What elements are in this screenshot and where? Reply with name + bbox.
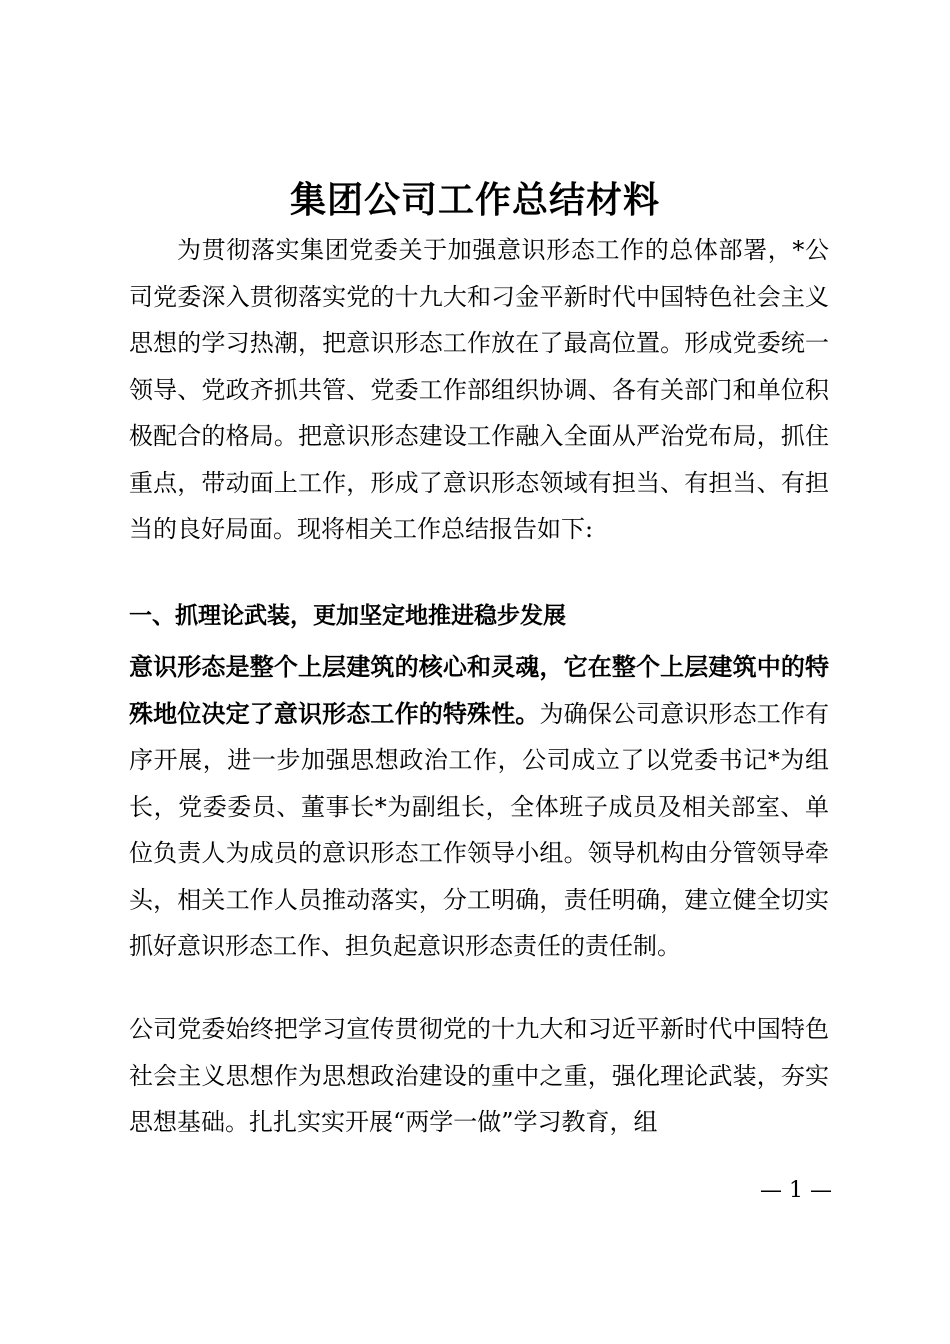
continued-paragraph: 公司党委始终把学习宣传贯彻党的十九大和习近平新时代中国特色社会主义思想作为思想政治建设的重中之重，强化理论武装，夯实思想基础。扎扎实实开展“两学一做”学习教育，组 [129, 1015, 829, 1136]
paragraph-lead-sentence: 意识形态是整个上层建筑的核心和灵魂，它在整个上层建筑中的特殊地位决定了意识形态工作的特殊性。 [129, 653, 829, 728]
paragraph-body-text: 为确保公司意识形态工作有序开展，进一步加强思想政治工作，公司成立了以党委书记*为组长，党委委员、董事长*为副组长，全体班子成员及相关部室、单位负责人为成员的意识形态工作领导小组。领导机构由分管领导牵头，相关工作人员推动落实，分工明确，责任明确，建立健全切实抓好意识形态工作、担负起意识形态责任的责任制。 [129, 699, 830, 960]
section-paragraph [129, 644, 829, 970]
section-heading: 一、抓理论武装，更加坚定地推进稳步发展 [129, 603, 566, 629]
page-number: — 1 — [760, 1178, 832, 1203]
document-title: 集团公司工作总结材料 [289, 179, 660, 221]
intro-paragraph: 为贯彻落实集团党委关于加强意识形态工作的总体部署，*公司党委深入贯彻落实党的十九大和刁金平新时代中国特色社会主义思想的学习热潮，把意识形态工作放在了最高位置。形成党委统一领导、党政齐抓共管、党委工作部组织协调、各有关部门和单位积极配合的格局。把意识形态建设工作融入全面从严治党布局，抓住重点，带动面上工作，形成了意识形态领域有担当、有担当、有担当的良好局面。现将相关工作总结报告如下: [129, 236, 829, 543]
